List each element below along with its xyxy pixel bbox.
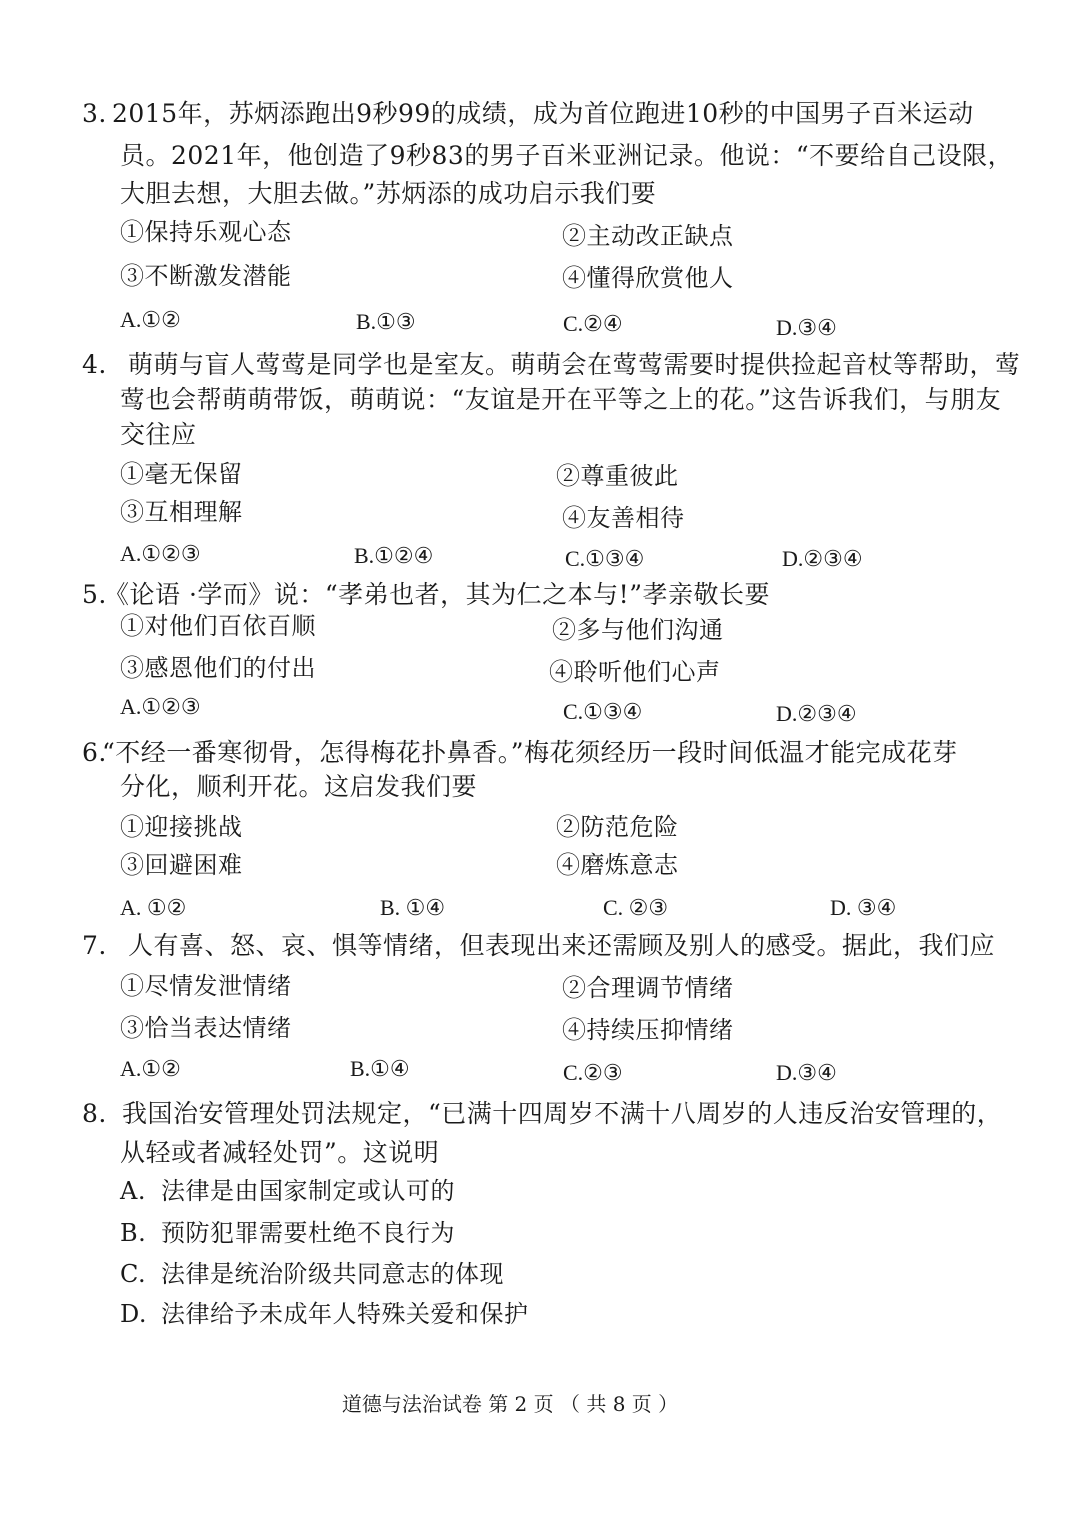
option-1: ①对他们百依百顺 bbox=[120, 612, 316, 640]
choice-d-letter: D. bbox=[120, 1300, 148, 1328]
option-3: ③回避困难 bbox=[120, 851, 243, 879]
option-2: ②多与他们沟通 bbox=[552, 616, 724, 644]
question-number: 4. bbox=[82, 350, 107, 379]
option-1: ①保持乐观心态 bbox=[120, 218, 292, 246]
answer-c: C.①③④ bbox=[563, 699, 643, 724]
option-2: ②合理调节情绪 bbox=[562, 974, 734, 1002]
question-text-line: 我国治安管理处罚法规定，“已满十四周岁不满十八周岁的人违反治安管理的， bbox=[122, 1099, 1003, 1128]
answer-c: C.①③④ bbox=[565, 546, 645, 571]
answer-a: A.①②③ bbox=[120, 694, 201, 719]
question-text-line: 交往应 bbox=[120, 420, 197, 449]
option-1: ①尽情发泄情绪 bbox=[120, 972, 292, 1000]
question-text-line: 《论语 ·学而》说：“孝弟也者，其为仁之本与!”孝亲敬长要 bbox=[104, 580, 771, 609]
question-number: 6. bbox=[82, 738, 107, 767]
option-4: ④聆听他们心声 bbox=[549, 658, 721, 686]
choice-a-text: 法律是由国家制定或认可的 bbox=[161, 1177, 455, 1205]
choice-c-text: 法律是统治阶级共同意志的体现 bbox=[161, 1260, 504, 1288]
option-4: ④友善相待 bbox=[562, 504, 685, 532]
question-number: 3. bbox=[82, 99, 107, 128]
option-2: ②尊重彼此 bbox=[556, 462, 679, 490]
choice-a-letter: A. bbox=[120, 1177, 146, 1205]
answer-c: C.②④ bbox=[563, 311, 623, 336]
option-2: ②防范危险 bbox=[556, 813, 679, 841]
question-text-line: “不经一番寒彻骨，怎得梅花扑鼻香。”梅花须经历一段时间低温才能完成花芽 bbox=[102, 738, 958, 767]
question-text-line: 2015年，苏炳添跑出9秒99的成绩，成为首位跑进10秒的中国男子百米运动 bbox=[112, 99, 974, 128]
question-text-line: 员。2021年，他创造了9秒83的男子百米亚洲记录。他说：“不要给自己设限， bbox=[120, 141, 1014, 170]
answer-a: A.①②③ bbox=[120, 541, 201, 566]
page-footer: 道德与法治试卷 第 2 页 （ 共 8 页 ） bbox=[341, 1392, 679, 1416]
option-3: ③互相理解 bbox=[120, 498, 243, 526]
question-number: 5. bbox=[82, 580, 107, 609]
answer-b: B.①②④ bbox=[354, 543, 434, 568]
answer-a: A.①② bbox=[120, 307, 181, 332]
option-4: ④持续压抑情绪 bbox=[562, 1016, 734, 1044]
answer-a: A.①② bbox=[120, 1056, 181, 1081]
choice-c-letter: C. bbox=[120, 1260, 147, 1288]
question-text-line: 人有喜、怒、哀、惧等情绪，但表现出来还需顾及别人的感受。据此，我们应 bbox=[128, 931, 996, 960]
answer-d: D.③④ bbox=[776, 315, 837, 340]
option-4: ④磨炼意志 bbox=[556, 851, 679, 879]
option-3: ③恰当表达情绪 bbox=[120, 1014, 292, 1042]
answer-c: C. ②③ bbox=[603, 895, 669, 920]
answer-c: C.②③ bbox=[563, 1060, 623, 1085]
question-text-line: 萌萌与盲人莺莺是同学也是室友。萌萌会在莺莺需要时提供捡起音杖等帮助，莺 bbox=[128, 350, 1021, 379]
answer-b: B. ①④ bbox=[380, 895, 446, 920]
answer-d: D.②③④ bbox=[776, 701, 857, 726]
answer-b: B.①④ bbox=[350, 1056, 410, 1081]
choice-b-letter: B. bbox=[120, 1219, 147, 1247]
choice-b-text: 预防犯罪需要杜绝不良行为 bbox=[161, 1219, 455, 1247]
option-3: ③感恩他们的付出 bbox=[120, 654, 316, 682]
question-text-line: 分化，顺利开花。这启发我们要 bbox=[120, 772, 478, 801]
option-1: ①迎接挑战 bbox=[120, 813, 243, 841]
choice-d-text: 法律给予未成年人特殊关爱和保护 bbox=[161, 1300, 529, 1328]
option-1: ①毫无保留 bbox=[120, 460, 243, 488]
answer-a: A. ①② bbox=[120, 895, 187, 920]
question-number: 7. bbox=[82, 931, 107, 960]
answer-d: D. ③④ bbox=[830, 895, 897, 920]
option-3: ③不断激发潜能 bbox=[120, 262, 292, 290]
answer-d: D.③④ bbox=[776, 1060, 837, 1085]
answer-b: B.①③ bbox=[356, 309, 416, 334]
option-4: ④懂得欣赏他人 bbox=[562, 264, 734, 292]
question-text-line: 莺也会帮萌萌带饭，萌萌说：“友谊是开在平等之上的花。”这告诉我们，与朋友 bbox=[120, 385, 1002, 414]
question-number: 8. bbox=[82, 1099, 107, 1128]
answer-d: D.②③④ bbox=[782, 546, 863, 571]
question-text-line: 大胆去想，大胆去做。”苏炳添的成功启示我们要 bbox=[120, 179, 657, 208]
option-2: ②主动改正缺点 bbox=[562, 222, 734, 250]
question-text-line: 从轻或者减轻处罚”。这说明 bbox=[120, 1138, 440, 1167]
